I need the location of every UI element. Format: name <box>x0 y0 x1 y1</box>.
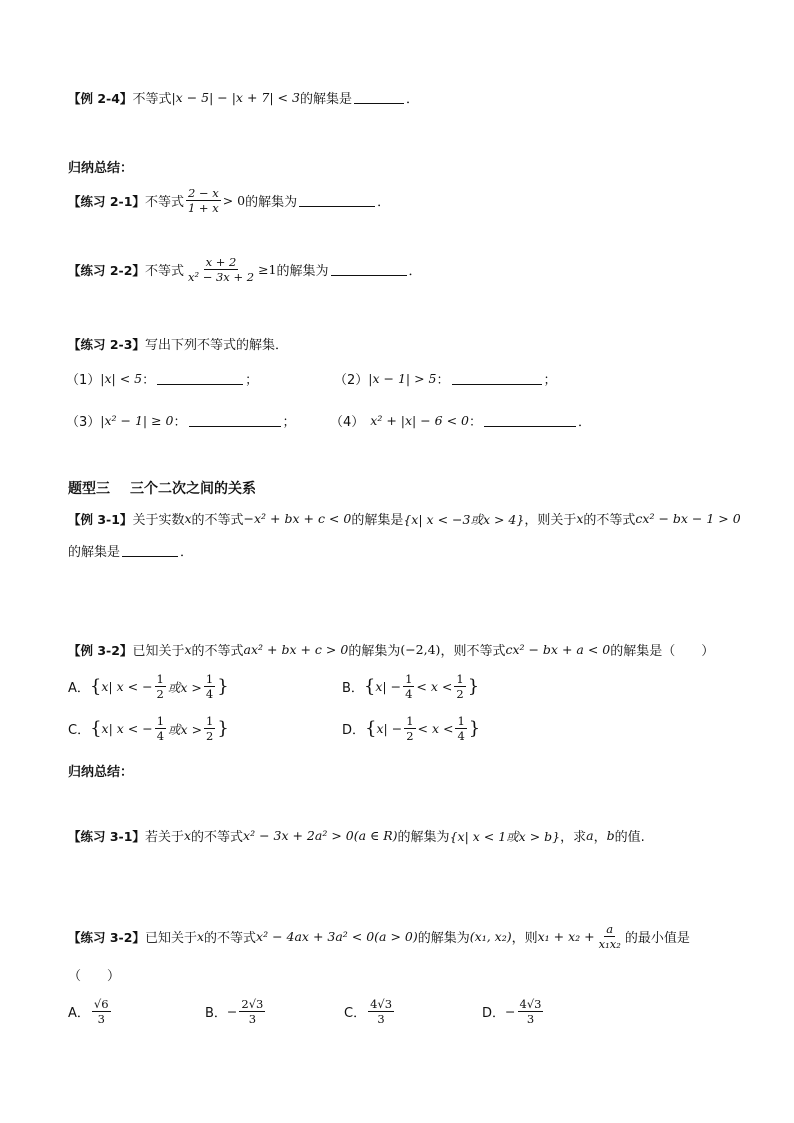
example-2-4: 【例 2-4】 不等式 |x − 5| − |x + 7| < 3 的解集是 ． <box>68 90 419 107</box>
fraction: $\frac{a}{\text{x₁x₂}}$ <box>598 922 621 951</box>
summary-heading: 归纳总结： <box>68 161 134 176</box>
practice-tag: 【练习 3-1】 <box>68 828 145 844</box>
option-c[interactable]: C． { x| x < − $\frac{1}{4}$ 或x > $\frac{1}{2}$ } <box>68 714 229 743</box>
option-b[interactable]: B． − $\frac{2√3}{3}$ <box>205 997 264 1026</box>
answer-blank[interactable] <box>484 414 576 427</box>
practice-2-3-item-1: （1） |x| < 5 ： ； <box>66 371 259 388</box>
example-3-2: 【例 3-2】 已知关于 x 的不等式 ax² + bx + c > 0 的解集为 (−2,4) ，则不等式 cx² − bx + a < 0 的解集是（ ） <box>68 642 715 659</box>
option-a[interactable]: A． { x| x < − $\frac{1}{2}$ 或x > $\frac{1}{4}$ } <box>68 672 229 701</box>
practice-2-3-item-2: （2） |x − 1| > 5 ： ； <box>334 371 557 388</box>
option-d[interactable]: D． − $\frac{4√3}{3}$ <box>482 997 542 1026</box>
practice-2-1: 【练习 2-1】 不等式 $\frac{2 - x}{1 + x}$ > 0 的解集为 ． <box>68 186 391 215</box>
fraction: $\frac{x + 2}{\text{x² − 3x + 2}}$ <box>187 255 255 284</box>
practice-tag: 【练习 2-2】 <box>68 262 145 278</box>
example-tag: 【例 2-4】 <box>68 90 133 106</box>
option-b[interactable]: B． { x| − $\frac{1}{4}$ < x < $\frac{1}{2}$ } <box>342 672 480 701</box>
answer-blank[interactable] <box>452 372 542 385</box>
example-tag: 【例 3-1】 <box>68 511 133 527</box>
fraction: $\frac{2 - x}{1 + x}$ <box>187 186 219 215</box>
practice-2-3: 【练习 2-3】 写出下列不等式的解集． <box>68 336 288 353</box>
section-heading: 题型三 三个二次之间的关系 <box>68 481 256 497</box>
practice-2-2: 【练习 2-2】 不等式 $\frac{x + 2}{\text{x² − 3x + 2}}$ ≥1 的解集为 ． <box>68 255 422 284</box>
practice-2-3-item-4: （4） x² + |x| − 6 < 0 ： ． <box>330 413 592 430</box>
option-c[interactable]: C． $\frac{4√3}{3}$ <box>344 997 393 1026</box>
option-a[interactable]: A． $\frac{√6}{3}$ <box>68 997 109 1026</box>
answer-blank[interactable] <box>331 263 407 276</box>
example-tag: 【例 3-2】 <box>68 642 133 658</box>
practice-3-2: 【练习 3-2】 已知关于 x 的不等式 x² − 4ax + 3a² < 0(a > 0) 的解集为 (x₁, x₂) ，则 x₁ + x₂ + $\frac{a}{\text{x₁x₂}}$ 的最小值是 <box>68 922 690 951</box>
practice-tag: 【练习 3-2】 <box>68 929 145 945</box>
example-3-1-line-2: 的解集是 ． <box>68 545 194 560</box>
answer-blank[interactable] <box>157 372 243 385</box>
math-expression: |x − 5| − |x + 7| < 3 <box>171 90 300 105</box>
answer-blank[interactable] <box>189 414 281 427</box>
answer-blank[interactable] <box>299 194 375 207</box>
practice-2-3-item-3: （3） |x² − 1| ≥ 0 ： ； <box>66 413 296 430</box>
summary-heading: 归纳总结： <box>68 765 134 780</box>
practice-3-1: 【练习 3-1】 若关于 x 的不等式 x² − 3x + 2a² > 0(a ∈ R) 的解集为 {x| x < 1或x > b} ，求 a ， b 的值. <box>68 828 645 845</box>
practice-3-2-paren: （ ） <box>68 969 121 984</box>
option-d[interactable]: D． { x| − $\frac{1}{2}$ < x < $\frac{1}{4}$ } <box>342 714 481 743</box>
practice-tag: 【练习 2-3】 <box>68 336 145 352</box>
practice-tag: 【练习 2-1】 <box>68 193 145 209</box>
example-3-1: 【例 3-1】 关于实数 x 的不等式 −x² + bx + c < 0 的解集是 {x| x < −3或x > 4} ，则关于 x 的不等式 cx² − bx − 1 > 0 <box>68 511 741 528</box>
answer-blank[interactable] <box>122 544 178 557</box>
answer-blank[interactable] <box>354 91 404 104</box>
